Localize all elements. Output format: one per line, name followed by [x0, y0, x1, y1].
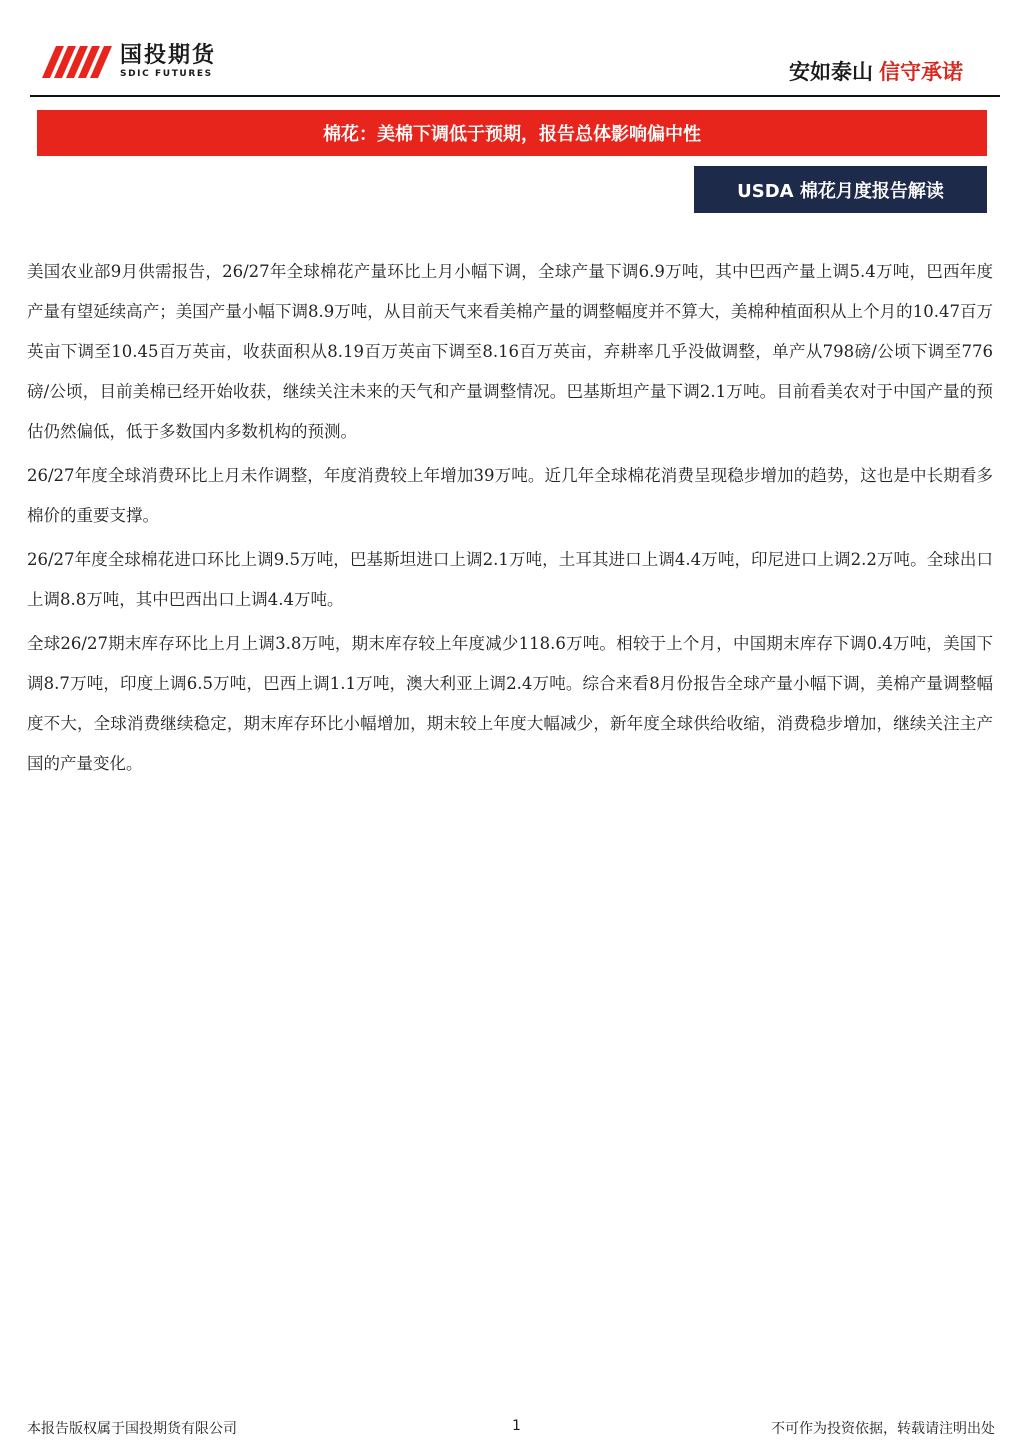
report-body	[27, 252, 993, 788]
paragraph-production: 美国农业部9月供需报告，26/27年全球棉花产量环比上月小幅下调，全球产量下调6.9万吨，其中巴西产量上调5.4万吨，巴西年度产量有望延续高产；美国产量小幅下调8.9万吨，从目前天气来看美棉产量的调整幅度并不算大，美棉种植面积从上个月的10.47百万英亩下调至10.45百万英亩，收获面积从8.19百万英亩下调至8.16百万英亩，弃耕率几乎没做调整，单产从798磅/公顷下调至776磅/公顷，目前美棉已经开始收获，继续关注未来的天气和产量调整情况。巴基斯坦产量下调2.1万吨。目前看美农对于中国产量的预估仍然偏低，低于多数国内多数机构的预测。	[27, 262, 993, 441]
logo-english-name: SDIC FUTURES	[120, 69, 213, 79]
slogan-part-1: 安如泰山	[789, 60, 873, 84]
logo-stripes-icon	[40, 42, 114, 82]
slogan	[789, 58, 963, 86]
paragraph-trade: 26/27年度全球棉花进口环比上调9.5万吨，巴基斯坦进口上调2.1万吨，土耳其进口上调4.4万吨，印尼进口上调2.2万吨。全球出口上调8.8万吨，其中巴西出口上调4.4万吨。	[27, 550, 993, 609]
report-subtitle: USDA 棉花月度报告解读	[694, 166, 987, 213]
logo-chinese-name: 国投期货	[120, 43, 217, 68]
header-divider	[30, 95, 1000, 97]
report-title: 棉花：美棉下调低于预期，报告总体影响偏中性	[37, 110, 987, 156]
paragraph-stocks: 全球26/27期末库存环比上月上调3.8万吨，期末库存较上年度减少118.6万吨。相较于上个月，中国期末库存下调0.4万吨，美国下调8.7万吨，印度上调6.5万吨，巴西上调1.1万吨，澳大利亚上调2.4万吨。综合来看8月份报告全球产量小幅下调，美棉产量调整幅度不大，全球消费继续稳定，期末库存环比小幅增加，期末较上年度大幅减少，新年度全球供给收缩，消费稳步增加，继续关注主产国的产量变化。	[27, 634, 993, 773]
slogan-part-2: 信守承诺	[879, 60, 963, 84]
company-logo	[40, 40, 216, 84]
page-number: 1	[512, 1418, 521, 1434]
footer-copyright: 本报告版权属于国投期货有限公司	[27, 1421, 237, 1437]
paragraph-consumption: 26/27年度全球消费环比上月未作调整，年度消费较上年增加39万吨。近几年全球棉花消费呈现稳步增加的趋势，这也是中长期看多棉价的重要支撑。	[27, 466, 993, 525]
footer-disclaimer: 不可作为投资依据，转载请注明出处	[771, 1421, 995, 1437]
